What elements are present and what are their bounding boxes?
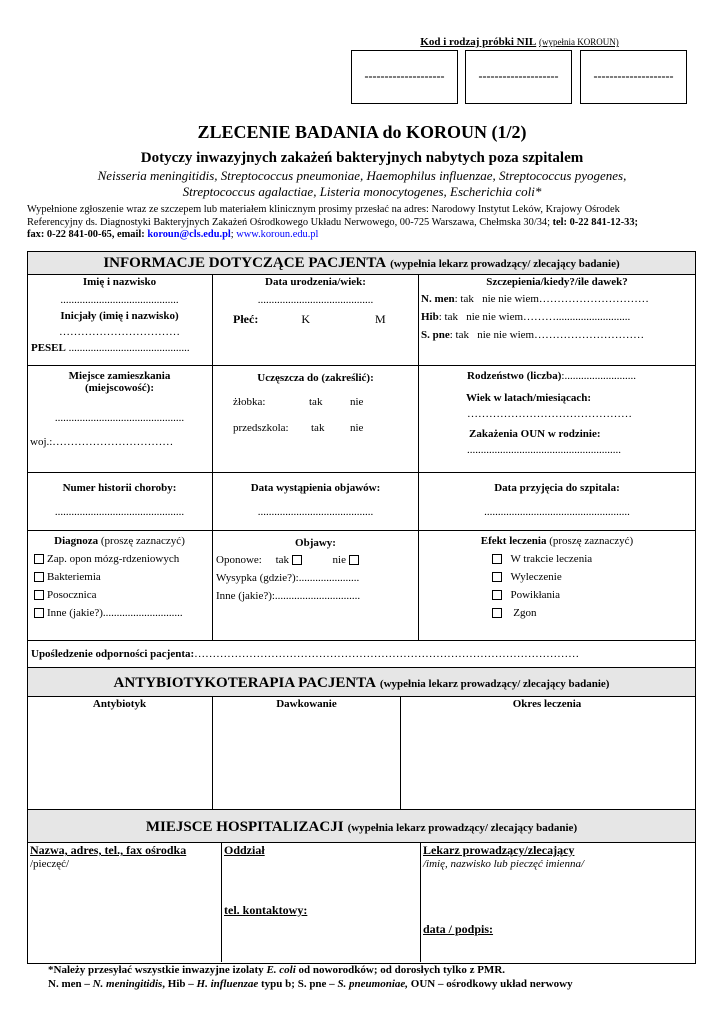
meningeal-label: Oponowe: xyxy=(216,554,262,566)
contact-phone-label: tel. kontaktowy: xyxy=(224,903,308,917)
outcome-option-3[interactable] xyxy=(421,589,693,601)
kindergarten-label: przedszkola: xyxy=(233,422,289,434)
residence-label-2: (miejscowość): xyxy=(84,382,155,394)
admission-cell xyxy=(421,482,693,518)
residence-cell xyxy=(27,370,212,448)
vaccination-cell xyxy=(421,276,693,341)
intro-separator: ; xyxy=(230,229,237,240)
name-label: Imię i nazwisko xyxy=(82,276,157,288)
email-link[interactable]: koroun@cls.edu.pl xyxy=(147,229,231,240)
antibiotics-section-header xyxy=(27,667,696,697)
antibiotic-entry[interactable] xyxy=(28,712,212,808)
symptoms-cell xyxy=(213,537,418,602)
checkbox-icon[interactable] xyxy=(34,572,44,582)
siblings-cell xyxy=(421,370,693,456)
vacc-nmen-field[interactable]: nie nie wiem………………………… xyxy=(482,293,649,305)
footnote-1-b: E. coli xyxy=(266,964,296,976)
diagnosis-option-1[interactable] xyxy=(27,553,212,565)
intro-line-2: Referencyjny ds. Diagnostyki Bakteryjnych Zakażeń Ośrodkowego Układu Nerwowego, 00-725 Warszawa, Chełmska 30/34; xyxy=(27,216,553,228)
sample-code-box-2[interactable] xyxy=(465,50,572,104)
ward-label: Oddział xyxy=(224,843,265,857)
rash-field[interactable]: Wysypka (gdzie?):...................... xyxy=(216,572,360,584)
siblings-age-label: Wiek w latach/miesiącach: xyxy=(466,392,592,404)
meningeal-tak-checkbox[interactable] xyxy=(292,555,302,565)
outcome-option-4-label: Zgon xyxy=(510,607,537,619)
vacc-nmen-tak: : tak xyxy=(454,293,474,305)
sample-code-header xyxy=(353,36,686,48)
siblings-label: Rodzeństwo (liczba) xyxy=(467,370,562,382)
diagnosis-option-3[interactable] xyxy=(27,589,212,601)
sample-code-label: Kod i rodzaj próbki NIL xyxy=(420,36,537,48)
footnote-1-c: od noworodków; od dorosłych tylko z PMR. xyxy=(295,964,506,976)
siblings-field[interactable]: :.......................... xyxy=(561,370,636,382)
outcome-option-1[interactable] xyxy=(421,553,693,565)
page-title: ZLECENIE BADANIA do KOROUN (1/2) xyxy=(197,122,527,142)
footnote-2-b: N. meningitidis xyxy=(92,978,163,990)
page-subtitle: Dotyczy inwazyjnych zakażeń bakteryjnych nabytych poza szpitalem xyxy=(140,150,584,166)
col-dosage: Dawkowanie xyxy=(276,698,337,710)
admission-field[interactable]: ..................................................... xyxy=(484,506,630,518)
vacc-hib-field[interactable]: nie nie wiem………........................... xyxy=(466,311,631,323)
outcome-note: (proszę zaznaczyć) xyxy=(546,535,634,547)
diagnosis-option-2-label: Bakteriemia xyxy=(47,571,101,583)
diagnosis-option-4[interactable] xyxy=(27,607,212,619)
doctor-note: /imię, nazwisko lub pieczęć imienna/ xyxy=(423,858,584,870)
onset-label: Data wystąpienia objawów: xyxy=(250,482,381,494)
patient-name-cell xyxy=(27,276,212,354)
vaccination-label: Szczepienia/kiedy?/ile dawek? xyxy=(486,276,628,288)
sample-code-box-3[interactable] xyxy=(580,50,687,104)
hospital-header-title: MIEJSCE HOSPITALIZACJI xyxy=(145,819,344,835)
code-box-2-text: -------------------- xyxy=(478,69,559,83)
doctor-cell[interactable] xyxy=(423,843,693,937)
diagnosis-label: Diagnoza xyxy=(54,535,99,547)
initials-field[interactable]: …………………………… xyxy=(59,326,180,338)
antibiotics-header-note: (wypełnia lekarz prowadzący/ zlecający badanie) xyxy=(379,678,610,690)
sample-code-note: (wypełnia KOROUN) xyxy=(538,37,619,47)
residence-field[interactable]: ............................................... xyxy=(54,412,185,424)
symptoms-label: Objawy: xyxy=(295,537,336,549)
onset-cell xyxy=(213,482,418,518)
patient-header-title: INFORMACJE DOTYCZĄCE PACJENTA xyxy=(103,255,387,271)
code-box-3-text: -------------------- xyxy=(593,69,674,83)
footnote-1-a: *Należy przesyłać wszystkie inwazyjne izolaty xyxy=(48,964,267,976)
date-signature-label: data / podpis: xyxy=(423,922,494,936)
checkbox-icon[interactable] xyxy=(34,554,44,564)
footnote-2 xyxy=(48,978,573,990)
ward-cell[interactable] xyxy=(224,843,419,918)
diagnosis-option-2[interactable] xyxy=(27,571,212,583)
attends-label: Uczęszcza do (zakreślić): xyxy=(257,372,374,384)
dob-field[interactable]: .......................................... xyxy=(257,294,374,306)
diagnosis-cell xyxy=(27,535,212,619)
vacc-nmen-label: N. men xyxy=(421,293,455,305)
code-box-1-text: -------------------- xyxy=(364,69,445,83)
sex-label: Płeć: xyxy=(233,312,259,326)
patient-header-note: (wypełnia lekarz prowadzący/ zlecający badanie) xyxy=(390,258,620,270)
footnote-2-a: N. men – xyxy=(48,978,93,990)
treatment-period-entry[interactable] xyxy=(401,712,693,808)
history-label: Numer historii choroby: xyxy=(62,482,177,494)
outcome-option-2[interactable] xyxy=(421,571,693,583)
checkbox-icon[interactable] xyxy=(492,590,502,600)
sex-k[interactable]: K xyxy=(301,312,310,326)
diagnosis-option-1-label: Zap. opon mózg-rdzeniowych xyxy=(47,553,180,565)
intro-tel: tel: 0-22 841-12-33; xyxy=(552,216,639,228)
family-cns-label: Zakażenia OUN w rodzinie: xyxy=(469,428,601,440)
diagnosis-option-3-label: Posocznica xyxy=(47,589,97,601)
checkbox-icon[interactable] xyxy=(34,608,44,618)
checkbox-icon[interactable] xyxy=(492,608,502,618)
pesel-field[interactable]: ............................................ xyxy=(65,342,190,354)
dob-label: Data urodzenia/wiek: xyxy=(265,276,366,288)
immunodeficiency-row[interactable] xyxy=(31,648,579,660)
nursery-nie[interactable]: nie xyxy=(350,396,364,408)
immunodeficiency-field[interactable]: …………………………………………………………………………………………… xyxy=(194,648,580,660)
sex-m[interactable]: M xyxy=(374,312,386,326)
name-field[interactable]: ........................................... xyxy=(60,294,179,306)
hospital-section-header xyxy=(27,809,696,843)
intro-paragraph xyxy=(27,204,699,242)
meningeal-nie: nie xyxy=(332,554,346,566)
outcome-option-4[interactable] xyxy=(421,607,693,619)
residence-label: Miejsce zamieszkania xyxy=(68,370,171,382)
history-cell xyxy=(27,482,212,518)
diagnosis-note: (proszę zaznaczyć) xyxy=(98,535,185,547)
footnote-2-c: , Hib – xyxy=(162,978,197,990)
footnote-1 xyxy=(48,964,505,976)
other-symptoms-field[interactable]: Inne (jakie?):............................... xyxy=(216,590,361,602)
vacc-hib-label: Hib xyxy=(421,311,439,323)
hospital-stamp-note: /pieczęć/ xyxy=(30,858,70,870)
nursery-tak[interactable]: tak xyxy=(309,396,323,408)
meningeal-nie-checkbox[interactable] xyxy=(349,555,359,565)
outcome-option-3-label: Powikłania xyxy=(510,589,560,601)
checkbox-icon[interactable] xyxy=(492,554,502,564)
pesel-label: PESEL xyxy=(31,342,66,354)
outcome-label: Efekt leczenia xyxy=(480,535,547,547)
onset-field[interactable]: .......................................... xyxy=(257,506,374,518)
antibiotics-header-title: ANTYBIOTYKOTERAPIA PACJENTA xyxy=(113,675,376,691)
dob-cell xyxy=(213,276,418,327)
intro-line-1: Wypełnione zgłoszenie wraz ze szczepem lub materiałem klinicznym prosimy przesłać na adres: Narodowy Instytut Leków, Krajowy Ośrodek xyxy=(27,204,620,215)
family-cns-field[interactable]: ........................................................ xyxy=(467,444,621,456)
footnote-2-e: typu b; S. pne – xyxy=(258,978,338,990)
vacc-spne-field[interactable]: nie nie wiem………………………… xyxy=(477,329,645,341)
kindergarten-nie[interactable]: nie xyxy=(350,422,364,434)
nursery-label: żłobka: xyxy=(233,396,266,408)
meningeal-tak: tak xyxy=(275,554,290,566)
footnote-2-f: S. pneumoniae, xyxy=(337,978,409,990)
checkbox-icon[interactable] xyxy=(492,572,502,582)
hospital-header-note: (wypełnia lekarz prowadzący/ zlecający badanie) xyxy=(347,822,578,834)
vacc-hib-tak: : tak xyxy=(438,311,458,323)
initials-label: Inicjały (imię i nazwisko) xyxy=(60,310,179,322)
outcome-option-1-label: W trakcie leczenia xyxy=(510,553,593,565)
history-field[interactable]: ............................................... xyxy=(54,506,185,518)
dosage-entry[interactable] xyxy=(213,712,400,808)
immunodeficiency-label: Upośledzenie odporności pacjenta: xyxy=(31,648,195,660)
patient-section-header xyxy=(27,251,696,275)
vacc-spne-tak: : tak xyxy=(449,329,469,341)
kindergarten-tak[interactable]: tak xyxy=(311,422,325,434)
diagnosis-option-4-label: Inne (jakie?)............................. xyxy=(47,607,183,619)
hospital-name-label: Nazwa, adres, tel., fax ośrodka xyxy=(30,843,187,857)
outcome-cell xyxy=(421,535,693,619)
hospital-name-cell[interactable] xyxy=(30,843,220,870)
outcome-option-2-label: Wyleczenie xyxy=(510,571,562,583)
footnote-2-g: OUN – ośrodkowy układ nerwowy xyxy=(408,978,573,990)
footnote-2-d: H. influenzae xyxy=(196,978,259,990)
admission-label: Data przyjęcia do szpitala: xyxy=(494,482,620,494)
siblings-age-field[interactable]: ……………………………………… xyxy=(467,408,632,420)
sample-code-box-1[interactable] xyxy=(351,50,458,104)
checkbox-icon[interactable] xyxy=(34,590,44,600)
col-antibiotic: Antybiotyk xyxy=(92,698,147,710)
col-treatment-period: Okres leczenia xyxy=(512,698,582,710)
vacc-spne-label: S. pne xyxy=(421,329,450,341)
attends-cell xyxy=(213,372,418,434)
voivodeship-field[interactable]: woj.:…………………………… xyxy=(30,436,174,448)
organisms-line-1: Neisseria meningitidis, Streptococcus pneumoniae, Haemophilus influenzae, Streptococcus pyogenes, xyxy=(97,168,627,183)
organisms-line-2: Streptococcus agalactiae, Listeria monocytogenes, Escherichia coli* xyxy=(182,184,542,199)
doctor-label: Lekarz prowadzący/zlecający xyxy=(423,843,575,857)
intro-fax: fax: 0-22 841-00-65, email: xyxy=(27,229,148,240)
website-link[interactable]: www.koroun.edu.pl xyxy=(236,229,319,240)
